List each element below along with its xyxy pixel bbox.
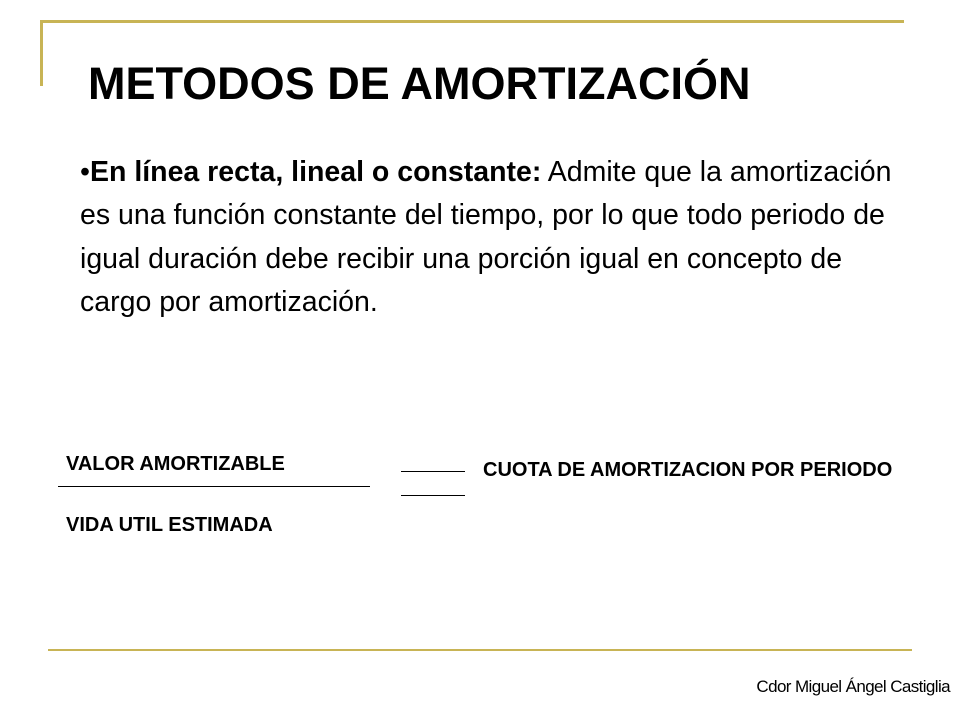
bullet-marker: •	[80, 156, 90, 188]
slide-title: METODOS DE AMORTIZACIÓN	[88, 58, 751, 109]
bullet-lead-text: En línea recta, lineal o constante:	[89, 156, 542, 188]
equals-sign-top-line	[401, 471, 465, 472]
formula-result: CUOTA DE AMORTIZACION POR PERIODO	[483, 459, 893, 481]
bullet-paragraph	[80, 151, 910, 324]
formula-numerator: VALOR AMORTIZABLE	[66, 453, 285, 475]
bullet-body-text: Admite que la amortización es una función constante del tiempo, por lo que todo periodo de igual duración debe recibir una porción igual en concepto de cargo por amortización.	[80, 156, 892, 318]
formula-denominator: VIDA UTIL ESTIMADA	[66, 514, 273, 536]
bottom-decorative-rule	[48, 649, 912, 651]
fraction-bar	[58, 486, 370, 487]
top-decorative-rule	[40, 20, 904, 23]
footer-author: Cdor Miguel Ángel Castiglia	[756, 677, 950, 696]
left-decorative-rule	[40, 20, 43, 86]
equals-sign-bottom-line	[401, 495, 465, 496]
